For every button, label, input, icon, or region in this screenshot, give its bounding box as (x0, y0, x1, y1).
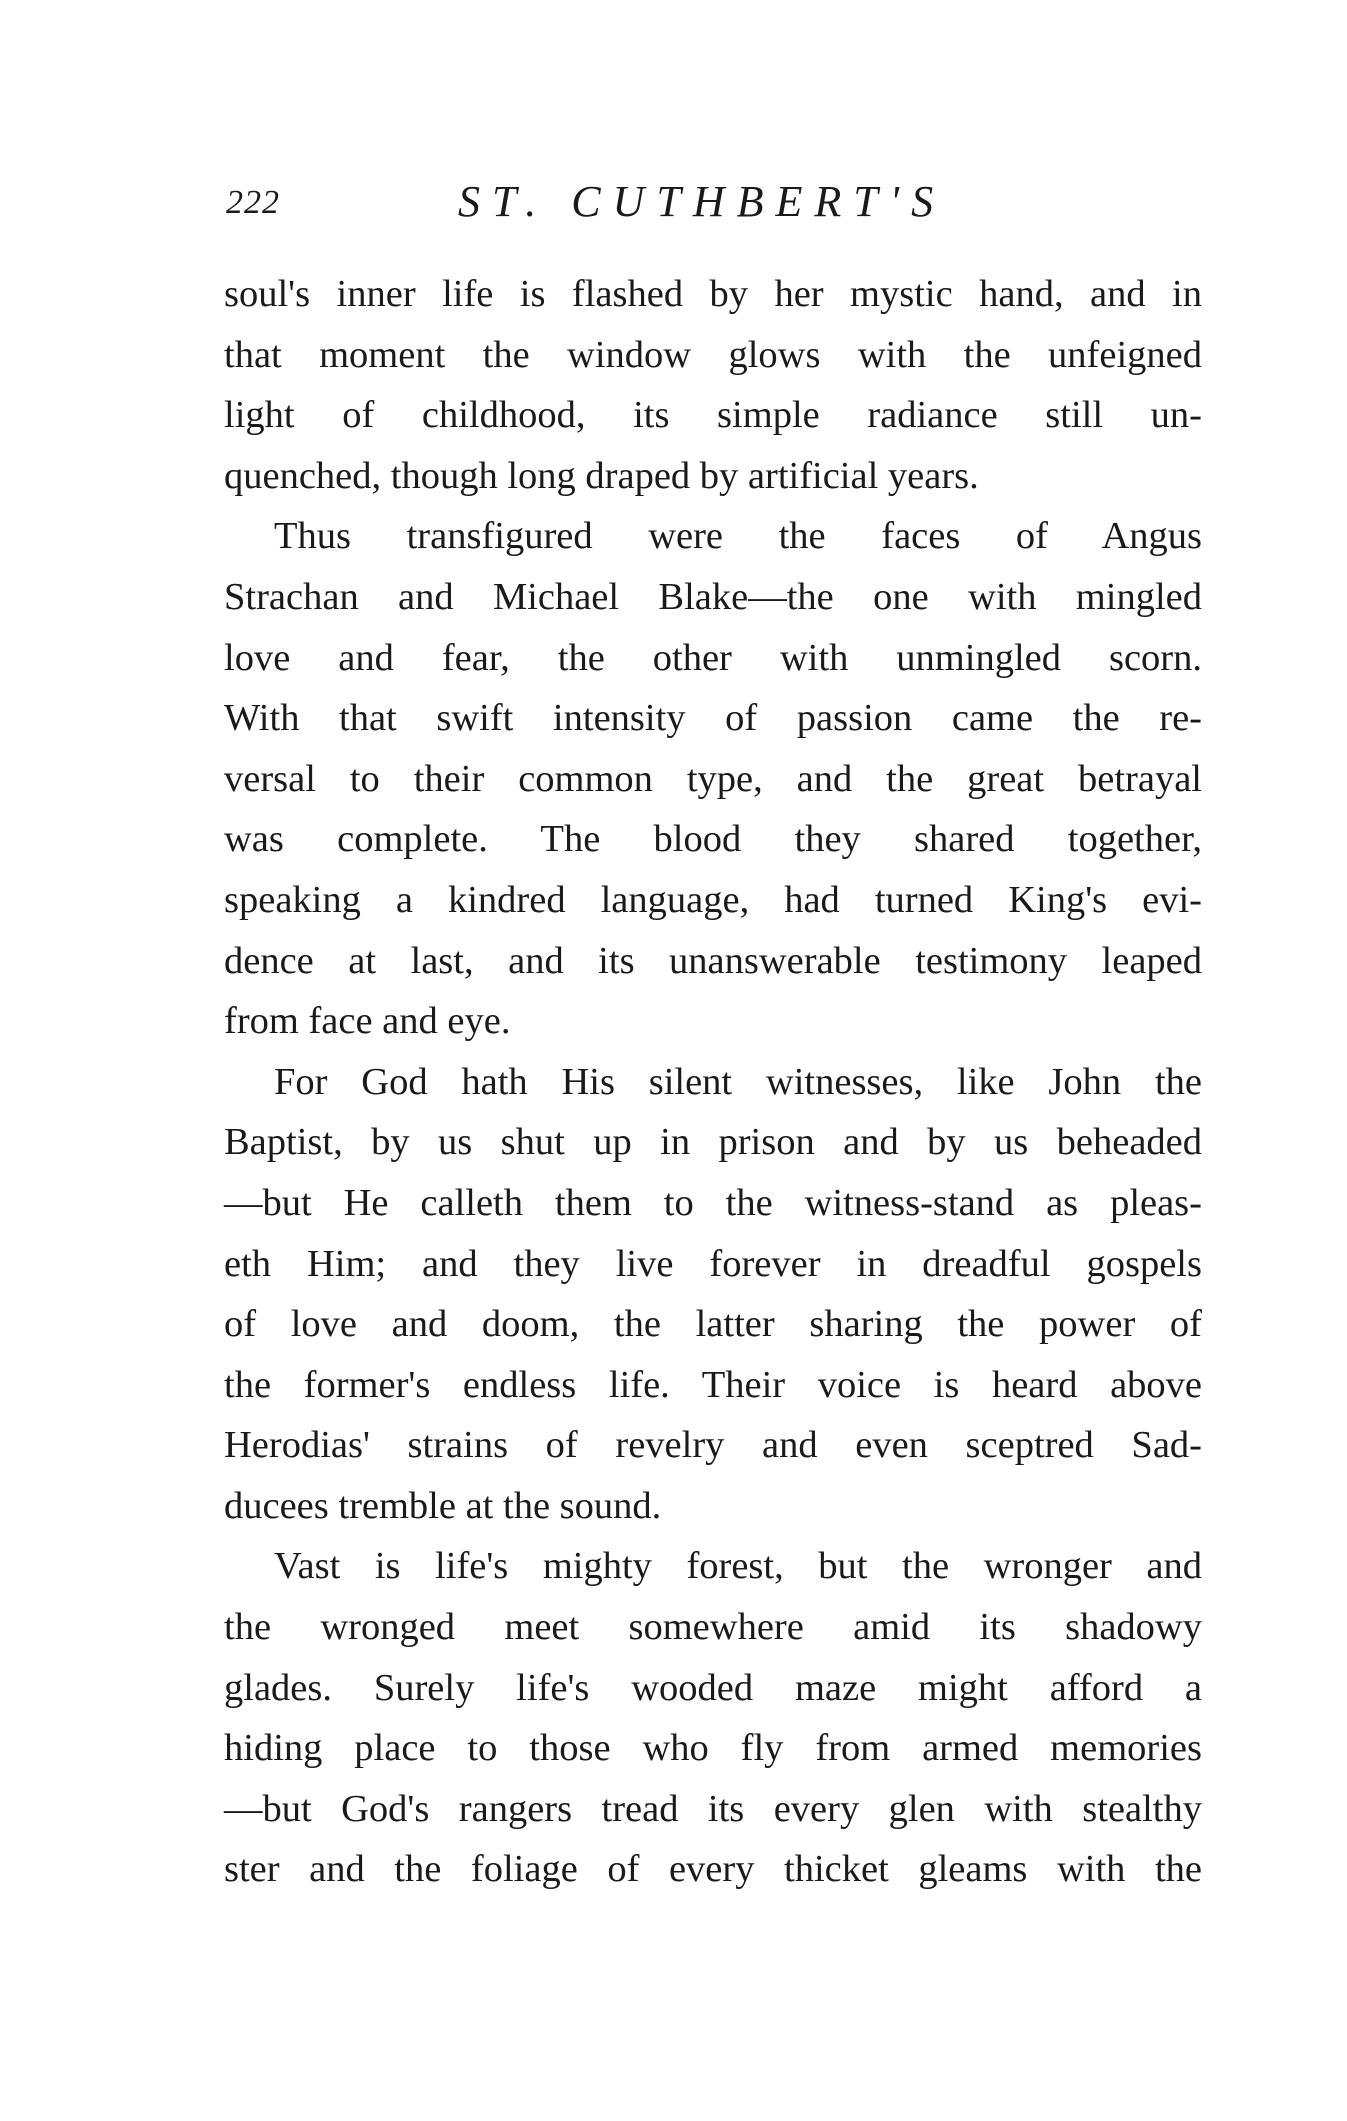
running-head (226, 176, 1206, 236)
text-line: With that swift intensity of passion came the re- (224, 697, 1202, 740)
text-line: love and fear, the other with unmingled scorn. (224, 636, 1202, 679)
text-line: speaking a kindred language, had turned King's evi- (224, 878, 1202, 921)
text-line: light of childhood, its simple radiance still un- (224, 394, 1202, 437)
text-line: soul's inner life is flashed by her mystic hand, and in (224, 273, 1202, 315)
text-line: ster and the foliage of every thicket gleams with the (224, 1848, 1202, 1891)
text-line: hiding place to those who fly from armed memories (224, 1727, 1202, 1770)
text-line: from face and eye. (224, 1000, 511, 1043)
text-line: Herodias' strains of revelry and even sceptred Sad- (224, 1424, 1202, 1467)
text-line: the wronged meet somewhere amid its shadowy (224, 1606, 1202, 1649)
text-line: dence at last, and its unanswerable testimony leaped (224, 939, 1202, 982)
text-line: the former's endless life. Their voice is heard above (224, 1363, 1202, 1406)
text-line: For God hath His silent witnesses, like John the (274, 1060, 1202, 1103)
text-line: that moment the window glows with the unfeigned (224, 333, 1202, 376)
text-line: quenched, though long draped by artificial years. (224, 454, 979, 497)
book-title: ST. CUTHBERT'S (458, 177, 946, 226)
text-line: Thus transfigured were the faces of Angus (274, 515, 1202, 558)
text-line: Baptist, by us shut up in prison and by us beheaded (224, 1121, 1202, 1164)
page-number: 222 (226, 184, 280, 221)
text-line: Vast is life's mighty forest, but the wronger and (274, 1545, 1202, 1588)
text-line: —but God's rangers tread its every glen with stealthy (224, 1787, 1202, 1830)
text-line: was complete. The blood they shared together, (224, 818, 1202, 861)
text-line: versal to their common type, and the great betrayal (224, 757, 1202, 800)
text-line: Strachan and Michael Blake—the one with mingled (224, 575, 1202, 618)
text-line: —but He calleth them to the witness-stand as pleas- (224, 1181, 1202, 1224)
text-line: eth Him; and they live forever in dreadful gospels (224, 1242, 1202, 1285)
body-text (224, 264, 1202, 1900)
text-line: glades. Surely life's wooded maze might afford a (224, 1666, 1202, 1709)
text-line: ducees tremble at the sound. (224, 1484, 662, 1527)
text-line: of love and doom, the latter sharing the power of (224, 1303, 1202, 1346)
